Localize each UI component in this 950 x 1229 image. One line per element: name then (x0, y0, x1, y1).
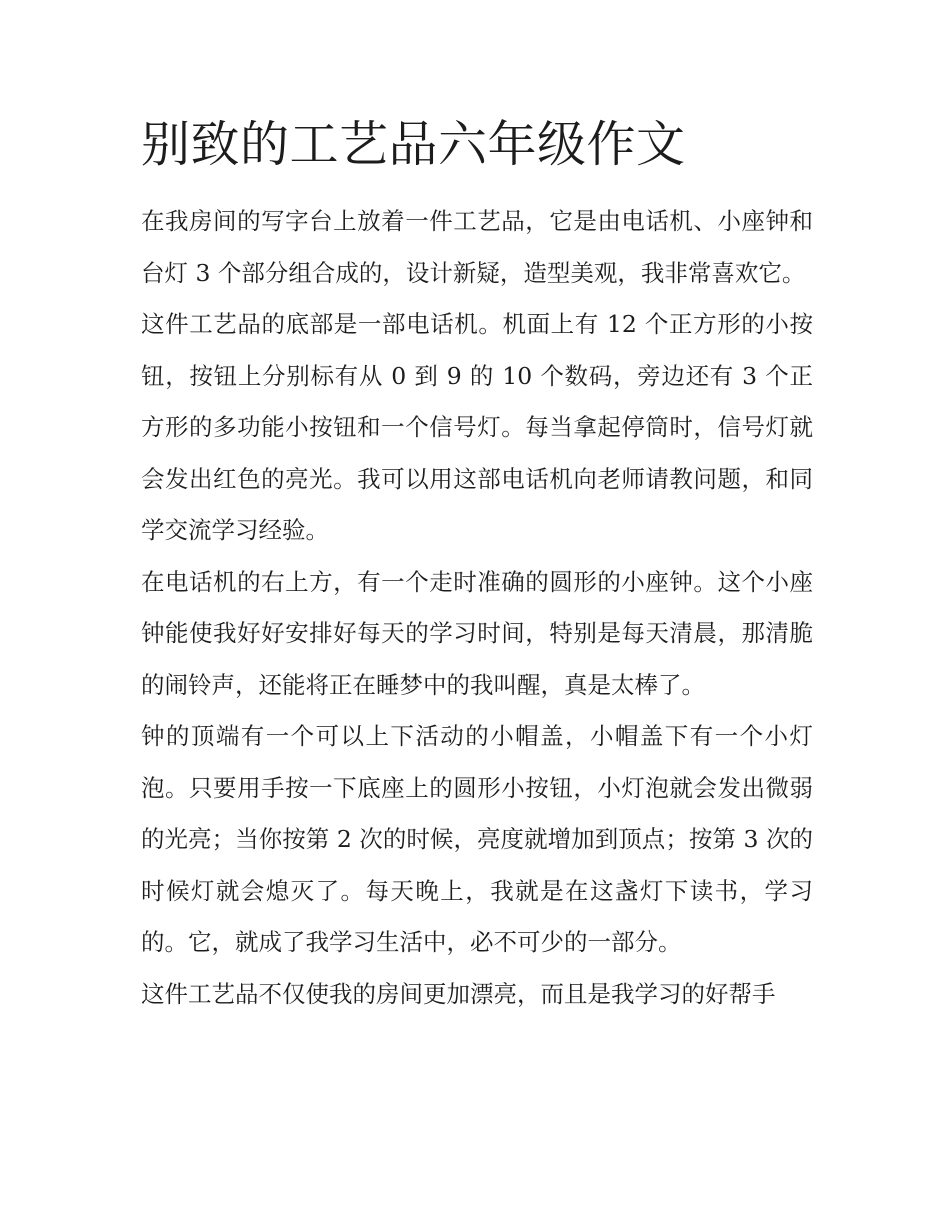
paragraph-clock: 在电话机的右上方，有一个走时准确的圆形的小座钟。这个小座钟能使我好好安排好每天的学习时间，特别是每天清晨，那清脆的闹铃声，还能将正在睡梦中的我叫醒，真是太棒了。 (141, 567, 813, 699)
document-title: 别致的工艺品六年级作文 (141, 116, 686, 173)
paragraph-telephone: 这件工艺品的底部是一部电话机。机面上有 12 个正方形的小按钮，按钮上分别标有从 0 到 9 的 10 个数码，旁边还有 3 个正方形的多功能小按钮和一个信号灯。每当拿起停筒时，信号灯就会发出红色的亮光。我可以用这部电话机向老师请教问题，和同学交流学习经验。 (141, 310, 813, 544)
document-body (141, 112, 813, 1020)
paragraph-conclusion: 这件工艺品不仅使我的房间更加漂亮，而且是我学习的好帮手 (141, 979, 776, 1008)
paragraph-intro: 在我房间的写字台上放着一件工艺品，它是由电话机、小座钟和台灯 3 个部分组合成的，设计新疑，造型美观，我非常喜欢它。 (141, 207, 813, 287)
paragraph-lamp: 钟的顶端有一个可以上下活动的小帽盖，小帽盖下有一个小灯泡。只要用手按一下底座上的圆形小按钮，小灯泡就会发出微弱的光亮；当你按第 2 次的时候，亮度就增加到顶点；按第 3 次的时候灯就会熄灭了。每天晚上，我就是在这盏灯下读书，学习的。它，就成了我学习生活中，必不可少的一部分。 (141, 722, 813, 956)
